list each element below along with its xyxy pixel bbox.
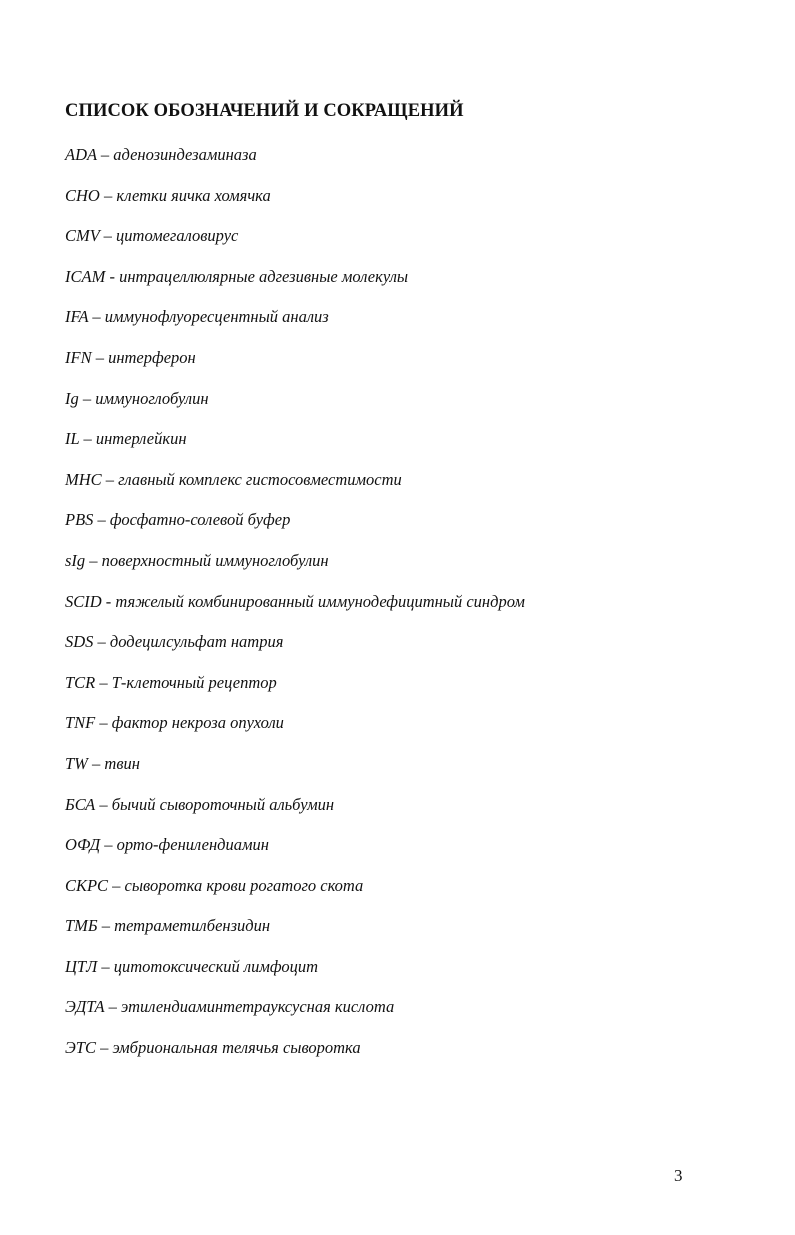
abbreviation-item-sds: SDS – додецилсульфат натрия [65, 632, 284, 652]
abbreviation-item-ifn: IFN – интерферон [65, 347, 196, 367]
abbreviation-item-ctl: ЦТЛ – цитотоксический лимфоцит [65, 956, 319, 976]
page-number: 3 [674, 1166, 683, 1185]
abbreviation-item-ets: ЭТС – эмбриональная телячья сыворотка [65, 1038, 361, 1058]
abbreviation-item-bsa: БСА – бычий сывороточный альбумин [65, 794, 335, 814]
abbreviation-item-skrs: СКРС – сыворотка крови рогатого скота [65, 875, 364, 895]
abbreviation-item-tmb: ТМБ – тетраметилбензидин [65, 916, 271, 936]
abbreviation-item-mhc: MHC – главный комплекс гистосовместимости [65, 469, 402, 489]
abbreviation-item-sig: sIg – поверхностный иммуноглобулин [65, 550, 329, 570]
abbreviation-item-cho: CHO – клетки яичка хомячка [65, 185, 271, 205]
abbreviation-item-pbs: PBS – фосфатно-солевой буфер [65, 510, 291, 530]
abbreviation-item-edta: ЭДТА – этилендиаминтетрауксусная кислота [65, 997, 395, 1017]
page-title: СПИСОК ОБОЗНАЧЕНИЙ И СОКРАЩЕНИЙ [65, 101, 464, 121]
abbreviation-item-ofd: ОФД – орто-фенилендиамин [65, 835, 269, 855]
abbreviation-item-ada: ADA – аденозиндезаминаза [65, 145, 257, 164]
abbreviation-item-icam: ICAM - интрацеллюлярные адгезивные молекулы [65, 266, 409, 286]
abbreviation-item-tw: TW – твин [65, 753, 140, 773]
abbreviation-item-scid: SCID - тяжелый комбинированный иммунодефицитный синдром [65, 591, 525, 611]
abbreviation-item-tcr: TCR – Т-клеточный рецептор [65, 672, 277, 692]
abbreviation-list [65, 144, 525, 1078]
abbreviation-item-cmv: CMV – цитомегаловирус [65, 226, 239, 246]
abbreviation-item-ifa: IFA – иммунофлуоресцентный анализ [65, 307, 329, 327]
abbreviation-item-ig: Ig – иммуноглобулин [65, 388, 209, 408]
abbreviation-item-il: IL – интерлейкин [65, 429, 187, 449]
abbreviation-item-tnf: TNF – фактор некроза опухоли [65, 713, 284, 733]
